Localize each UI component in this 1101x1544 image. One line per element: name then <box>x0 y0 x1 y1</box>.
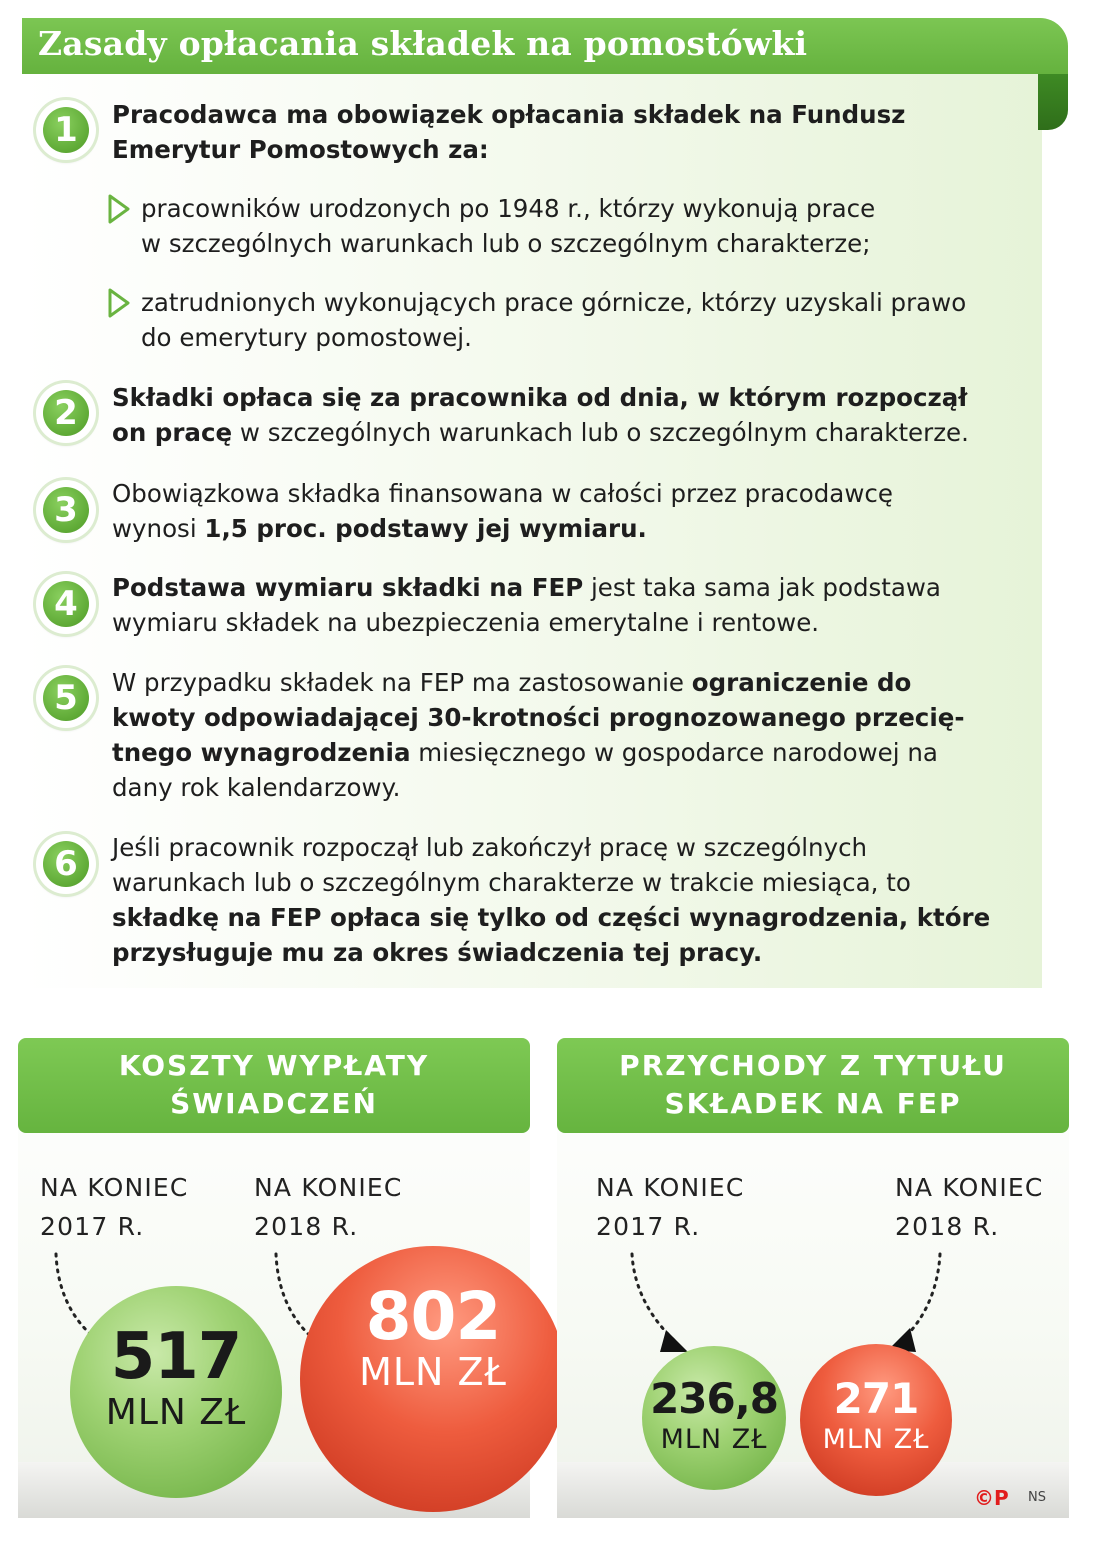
item-line: przysługuje mu za okres świadczenia tej pracy. <box>112 938 763 967</box>
item-3-text <box>112 476 893 546</box>
play-arrow-icon <box>106 194 132 224</box>
item-line: składkę na FEP opłaca się tylko od części wynagrodzenia, które <box>112 903 991 932</box>
stat-value: 802 <box>365 1278 501 1355</box>
item-number-badge <box>36 574 96 634</box>
stat-unit: MLN ZŁ <box>660 1424 768 1455</box>
item-line: kwoty odpowiadającej 30-krotności prognozowanego przecię- <box>112 703 965 732</box>
item-number: 5 <box>43 675 89 721</box>
stat-unit: MLN ZŁ <box>359 1350 507 1394</box>
value-bubble-red <box>800 1344 952 1496</box>
box-title-line: ŚWIADCZEŃ <box>170 1087 378 1120</box>
item-line: Obowiązkowa składka finansowana w całości przez pracodawcę <box>112 479 893 508</box>
value-bubble-red <box>300 1246 566 1512</box>
item-line: Jeśli pracownik rozpoczął lub zakończył pracę w szczególnych <box>112 833 868 862</box>
item-line: on pracę w szczególnych warunkach lub o szczególnym charakterze. <box>112 418 969 447</box>
item-6-text <box>112 830 990 970</box>
item-2-text <box>112 380 969 450</box>
stat-unit: MLN ZŁ <box>822 1424 930 1455</box>
bullet-line: zatrudnionych wykonujących prace górnicze, którzy uzyskali prawo <box>141 288 967 317</box>
item-number-badge <box>36 383 96 443</box>
item-number-badge <box>36 100 96 160</box>
item-number: 4 <box>43 581 89 627</box>
item-line: Emerytur Pomostowych za: <box>112 135 489 164</box>
box-title-line: SKŁADEK NA FEP <box>664 1087 962 1120</box>
bullet-line: do emerytury pomostowej. <box>141 323 472 352</box>
page-title: Zasady opłacania składek na pomostówki <box>38 24 808 63</box>
author-initials: NS <box>1028 1490 1046 1505</box>
item-1-text <box>112 97 905 167</box>
box-title-line: PRZYCHODY Z TYTUŁU <box>619 1049 1007 1082</box>
stat-value: 517 <box>110 1320 242 1394</box>
value-bubble-green <box>642 1346 786 1490</box>
item-line: dany rok kalendarzowy. <box>112 773 401 802</box>
item-line: wynosi 1,5 proc. podstawy jej wymiaru. <box>112 514 647 543</box>
stat-label-2017: NA KONIEC 2017 R. <box>596 1173 745 1241</box>
stat-label-2018: NA KONIEC 2018 R. <box>254 1173 403 1241</box>
bullet-line: w szczególnych warunkach lub o szczególnym charakterze; <box>141 229 871 258</box>
box-title-line: KOSZTY WYPŁATY <box>118 1049 430 1082</box>
stat-label-2018: NA KONIEC 2018 R. <box>895 1173 1044 1241</box>
item-line: Składki opłaca się za pracownika od dnia, w którym rozpoczął <box>112 383 968 412</box>
item-number-badge <box>36 834 96 894</box>
item-number-badge <box>36 668 96 728</box>
stat-label-2017: NA KONIEC 2017 R. <box>40 1173 189 1241</box>
item-line: tnego wynagrodzenia miesięcznego w gospodarce narodowej na <box>112 738 938 767</box>
item-number: 1 <box>43 107 89 153</box>
dotted-arrow-icon <box>880 1250 960 1360</box>
stat-value: 271 <box>833 1374 919 1423</box>
costs-box-title <box>18 1038 530 1133</box>
revenue-box-title <box>557 1038 1069 1133</box>
bullet-line: pracowników urodzonych po 1948 r., którzy wykonują prace <box>141 194 876 223</box>
value-bubble-green <box>70 1286 282 1498</box>
item-line: Pracodawca ma obowiązek opłacania składek na Fundusz <box>112 100 906 129</box>
item-1-bullet-1 <box>141 191 875 261</box>
item-number-badge <box>36 480 96 540</box>
stat-unit: MLN ZŁ <box>105 1392 247 1433</box>
item-5-text <box>112 665 965 805</box>
item-number: 3 <box>43 487 89 533</box>
item-4-text <box>112 570 941 640</box>
item-line: warunkach lub o szczególnym charakterze w trakcie miesiąca, to <box>112 868 911 897</box>
item-line: Podstawa wymiaru składki na FEP jest taka sama jak podstawa <box>112 573 941 602</box>
dotted-arrow-icon <box>626 1250 706 1360</box>
play-arrow-icon <box>106 288 132 318</box>
item-number: 6 <box>43 841 89 887</box>
item-line: wymiaru składek na ubezpieczenia emerytalne i rentowe. <box>112 608 820 637</box>
stat-value: 236,8 <box>650 1374 778 1423</box>
item-1-bullet-2 <box>141 285 966 355</box>
title-bar-fold <box>1038 74 1068 130</box>
item-line: W przypadku składek na FEP ma zastosowanie ograniczenie do <box>112 668 912 697</box>
publisher-logo: ©P <box>974 1486 1009 1510</box>
item-number: 2 <box>43 390 89 436</box>
